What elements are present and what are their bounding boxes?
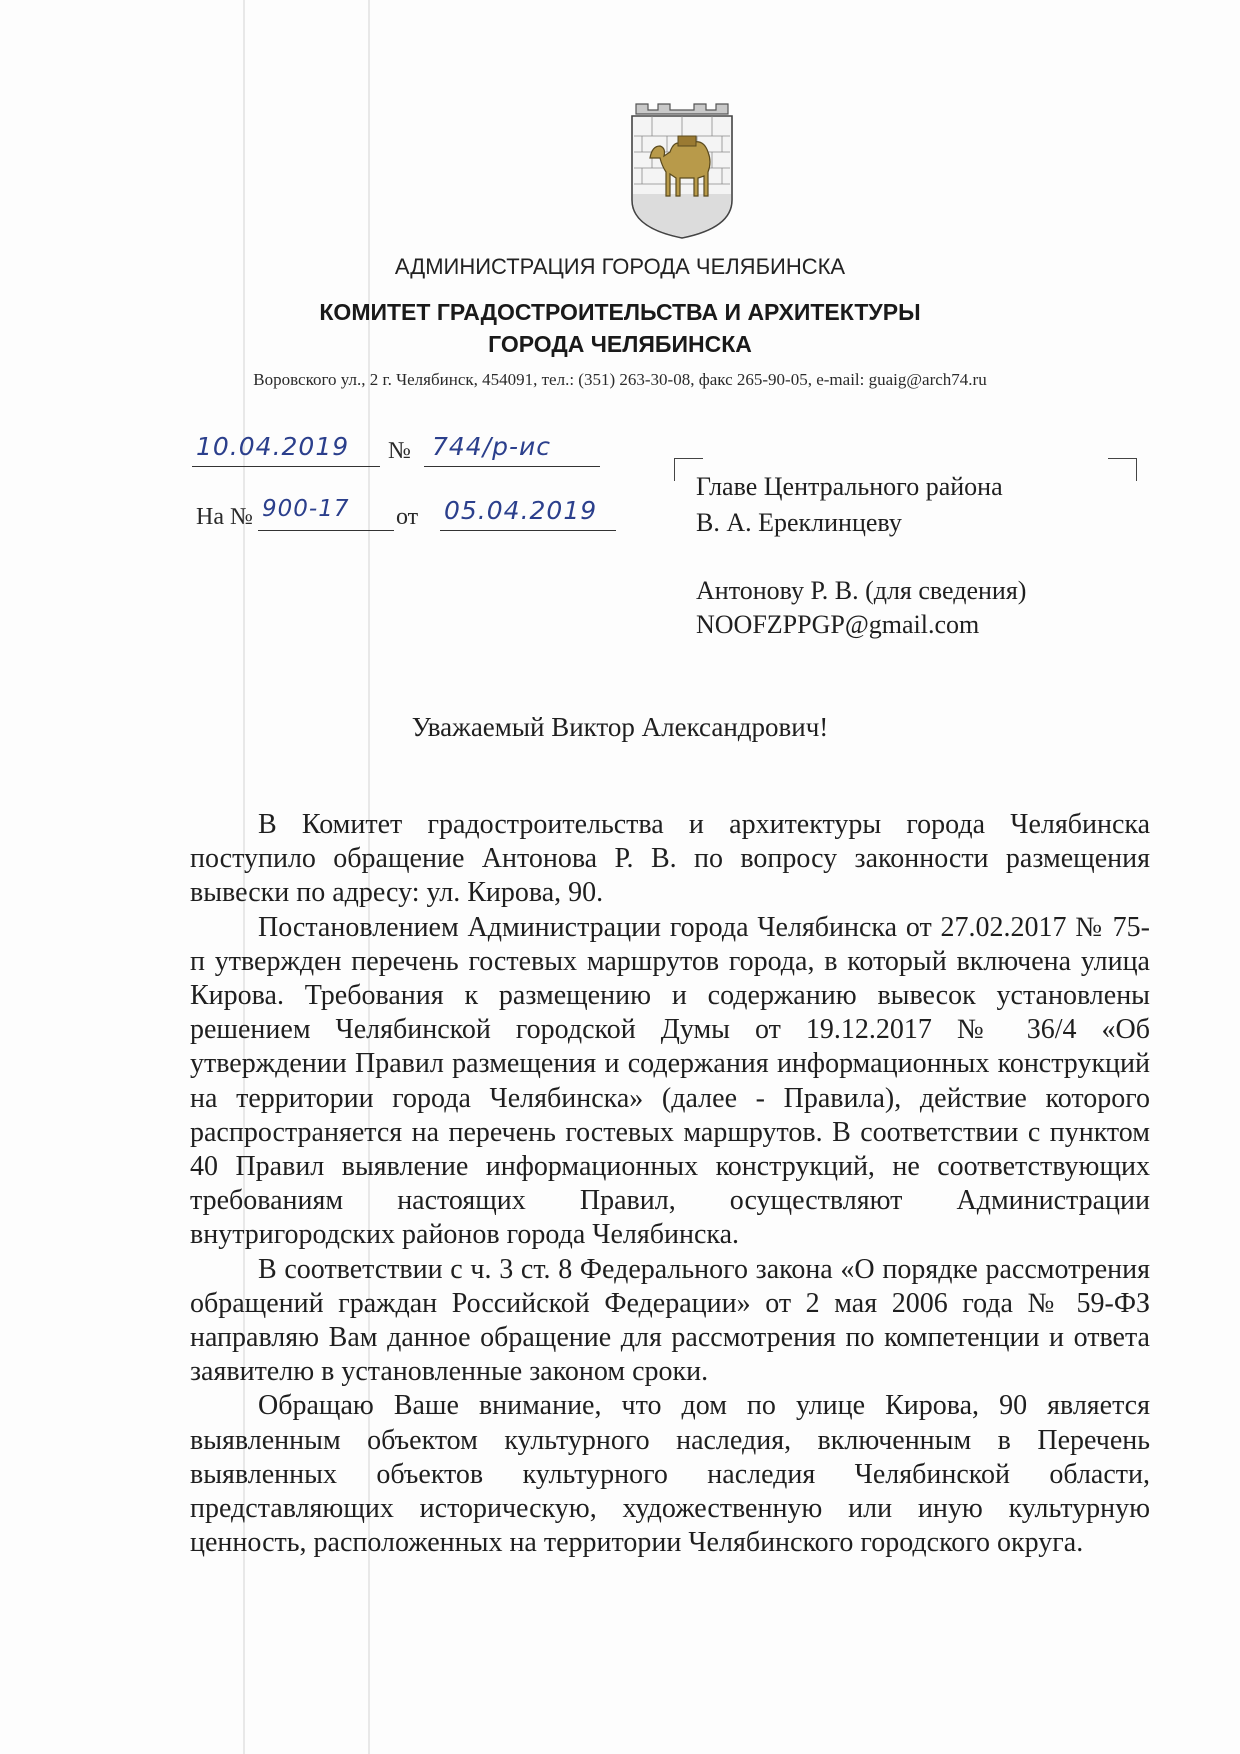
committee-title-line2: ГОРОДА ЧЕЛЯБИНСКА (488, 331, 752, 357)
reply-date-underline (440, 530, 616, 531)
addressee-line-3: Антонову Р. В. (для сведения) (696, 576, 1027, 605)
letter-body (190, 808, 1150, 1560)
outgoing-number-underline (424, 466, 600, 467)
addressee-line-2: В. А. Ереклинцеву (696, 508, 902, 537)
outgoing-date-underline (192, 466, 380, 467)
body-paragraph-1: В Комитет градостроительства и архитектуры города Челябинска поступило обращение Антонова Р. В. по вопросу законности размещения вывески по адресу: ул. Кирова, 90. (190, 809, 1150, 909)
reply-number-underline (258, 530, 394, 531)
body-paragraph-2: Постановлением Администрации города Челябинска от 27.02.2017 № 75-п утвержден перечень гостевых маршрутов города, в который включена улица Кирова. Требования к размещению и содержанию вывесок установлены решением Челябинской городской Думы от 19.12.2017 № 36/4 «Об утверждении Правил размещения и содержания информационных конструкций на территории города Челябинска» (далее - Правила), действие которого распространяется на перечень гостевых маршрутов. В соответствии с пунктом 40 Правил выявление информационных конструкций, не соответствующих требованиям настоящих Правил, осуществляют Администрации внутригородских районов города Челябинска. (190, 911, 1150, 1251)
committee-title (0, 296, 1240, 360)
committee-title-line1: КОМИТЕТ ГРАДОСТРОИТЕЛЬСТВА И АРХИТЕКТУРЫ (319, 299, 921, 325)
addressee-line-1: Главе Центрального района (696, 472, 1003, 501)
outgoing-number: 744/р-ис (432, 432, 552, 461)
salutation: Уважаемый Виктор Александрович! (411, 712, 829, 742)
administration-title: АДМИНИСТРАЦИЯ ГОРОДА ЧЕЛЯБИНСКА (394, 254, 846, 279)
addressee-email: NOOFZPPGP@gmail.com (696, 610, 980, 639)
reply-date: 05.04.2019 (444, 496, 598, 525)
reply-from: от (396, 504, 419, 530)
reply-number: 900-17 (262, 496, 350, 522)
number-sign: № (388, 438, 411, 464)
committee-address: Воровского ул., 2 г. Челябинск, 454091, тел.: (351) 263-30-08, факс 265-90-05, e-mail: guaig@arch74.ru (253, 370, 987, 389)
body-paragraph-4: Обращаю Ваше внимание, что дом по улице Кирова, 90 является выявленным объектом культурного наследия, включенным в Перечень выявленных объектов культурного наследия Челябинской области, представляющих историческую, художественную или иную культурную ценность, расположенных на территории Челябинского городского округа. (190, 1390, 1150, 1559)
addressee-bracket-right (1108, 458, 1137, 481)
outgoing-date: 10.04.2019 (196, 432, 350, 461)
chelyabinsk-emblem-icon (622, 100, 742, 240)
body-paragraph-3: В соответствии с ч. 3 ст. 8 Федерального закона «О порядке рассмотрения обращений граждан Российской Федерации» от 2 мая 2006 года № 59-ФЗ направляю Вам данное обращение для рассмотрения по компетенции и ответа заявителю в установленные законом сроки. (190, 1253, 1150, 1388)
reply-prefix: На № (196, 504, 253, 530)
